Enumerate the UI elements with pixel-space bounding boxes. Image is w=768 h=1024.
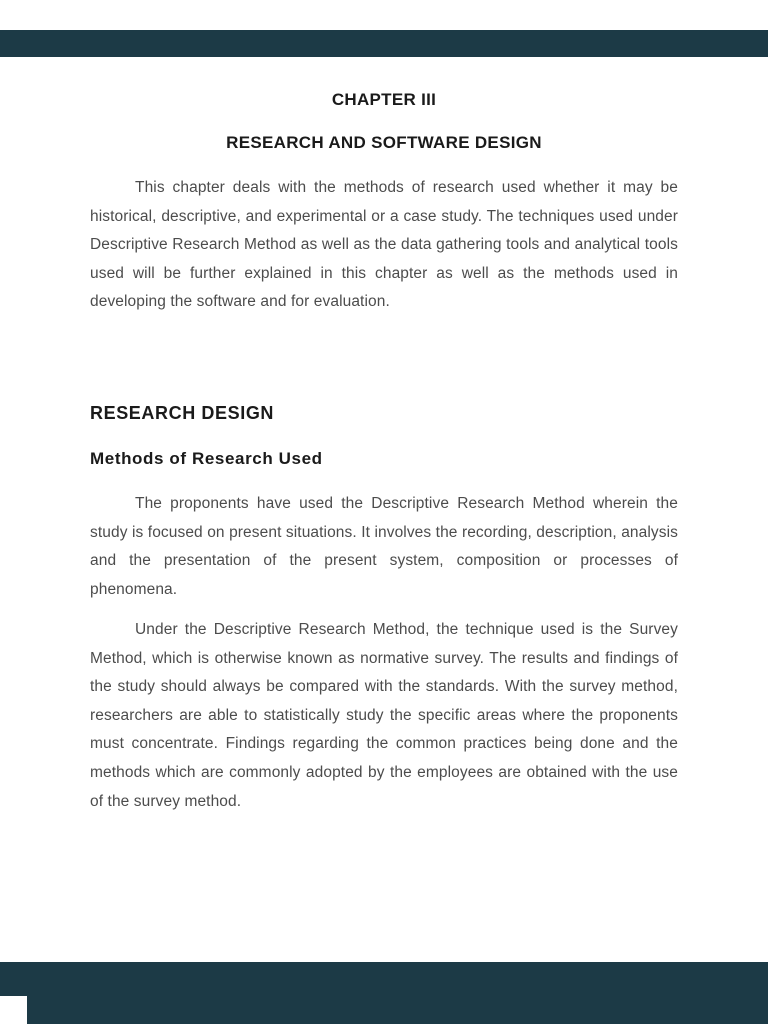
page-corner-notch — [0, 996, 27, 1024]
descriptive-method-paragraph: The proponents have used the Descriptive Research Method wherein the study is focused on present situations. It involves the recording, description, analysis and the presentation of the present system, composition or processes of phenomena. — [90, 495, 678, 598]
viewer-chrome-bottom-band — [0, 962, 768, 1024]
intro-paragraph: This chapter deals with the methods of research used whether it may be historical, descriptive, and experimental or a case study. The techniques used under Descriptive Research Method as well as the data gathering tools and analytical tools used will be further explained in this chapter as well as the methods used in developing the software and for evaluation. — [90, 179, 678, 311]
survey-method-paragraph: Under the Descriptive Research Method, the technique used is the Survey Method, which is otherwise known as normative survey. The results and findings of the study should always be compared with the standards. With the survey method, researchers are able to statistically study the specific areas where the proponents must concentrate. Findings regarding the common practices being done and the methods which are commonly adopted by the employees are obtained with the use of the survey method. — [90, 621, 678, 810]
subsection-heading-methods-of-research: Methods of Research Used — [90, 449, 323, 468]
section-heading-research-design: RESEARCH DESIGN — [90, 403, 275, 423]
chapter-title: CHAPTER III — [331, 90, 437, 109]
chapter-subtitle: RESEARCH AND SOFTWARE DESIGN — [226, 133, 542, 152]
